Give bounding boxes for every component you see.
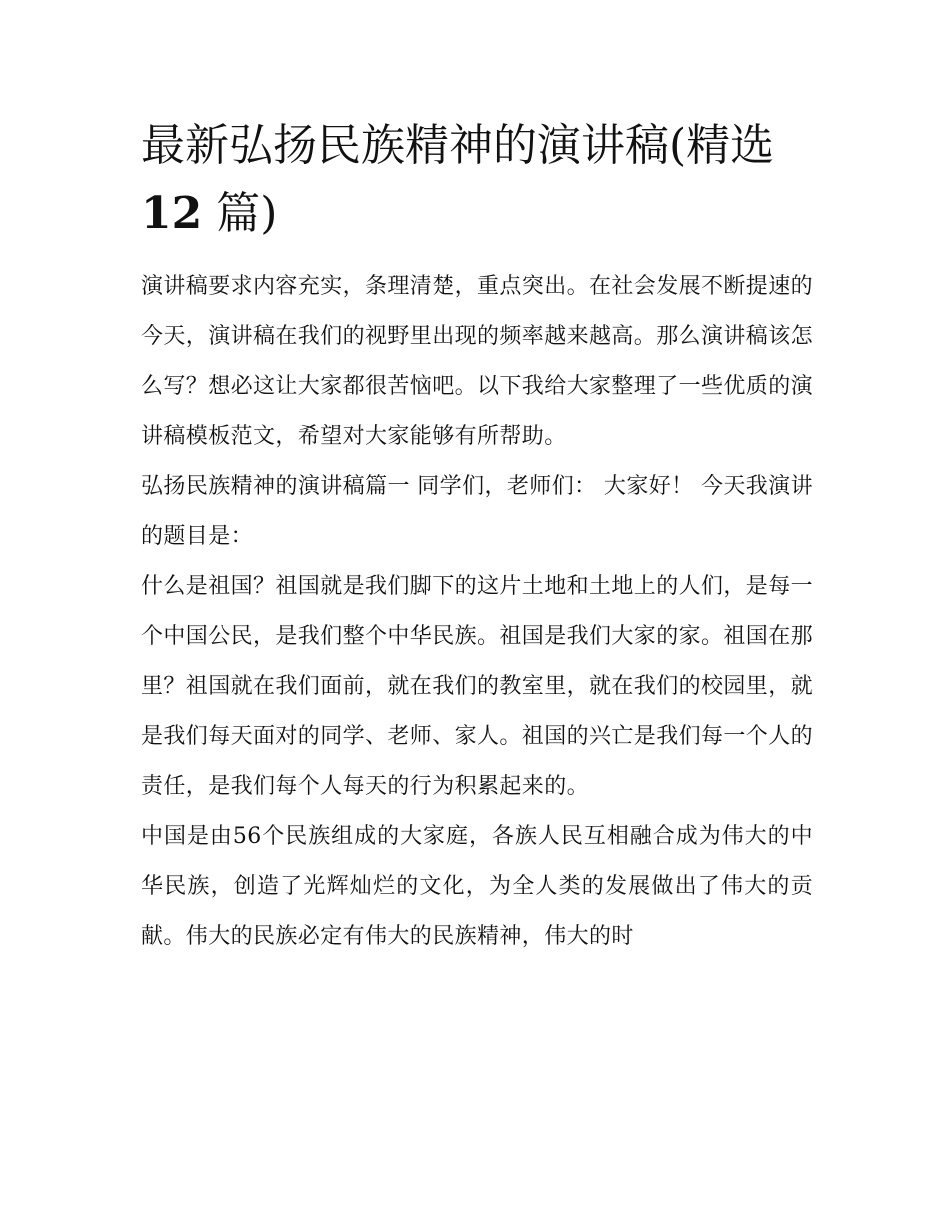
title-number: 12 (141, 188, 203, 239)
speech-greeting-paragraph: 弘扬民族精神的演讲稿篇一 同学们，老师们： 大家好！ 今天我演讲的题目是： (141, 474, 813, 549)
title-suffix: 篇) (216, 188, 278, 239)
nation-paragraph: 中国是由56个民族组成的大家庭，各族人民互相融合成为伟大的中华民族，创造了光辉灿烂的文化，为全人类的发展做出了伟大的贡献。伟大的民族必定有伟大的民族精神，伟大的时 (141, 824, 813, 949)
motherland-paragraph: 什么是祖国？祖国就是我们脚下的这片土地和土地上的人们，是每一个中国公民，是我们整个中华民族。祖国是我们大家的家。祖国在那里？祖国就在我们面前，就在我们的教室里，就在我们的校园里，就是我们每天面对的同学、老师、家人。祖国的兴亡是我们每一个人的责任，是我们每个人每天的行为积累起来的。 (141, 574, 814, 799)
document-title (141, 112, 813, 248)
document-body (141, 262, 813, 962)
title-text: 最新弘扬民族精神的演讲稿(精选 (141, 120, 775, 171)
document-page (141, 112, 813, 962)
intro-paragraph: 演讲稿要求内容充实，条理清楚，重点突出。在社会发展不断提速的今天，演讲稿在我们的视野里出现的频率越来越高。那么演讲稿该怎么写？想必这让大家都很苦恼吧。以下我给大家整理了一些优质的演讲稿模板范文，希望对大家能够有所帮助。 (141, 274, 814, 449)
